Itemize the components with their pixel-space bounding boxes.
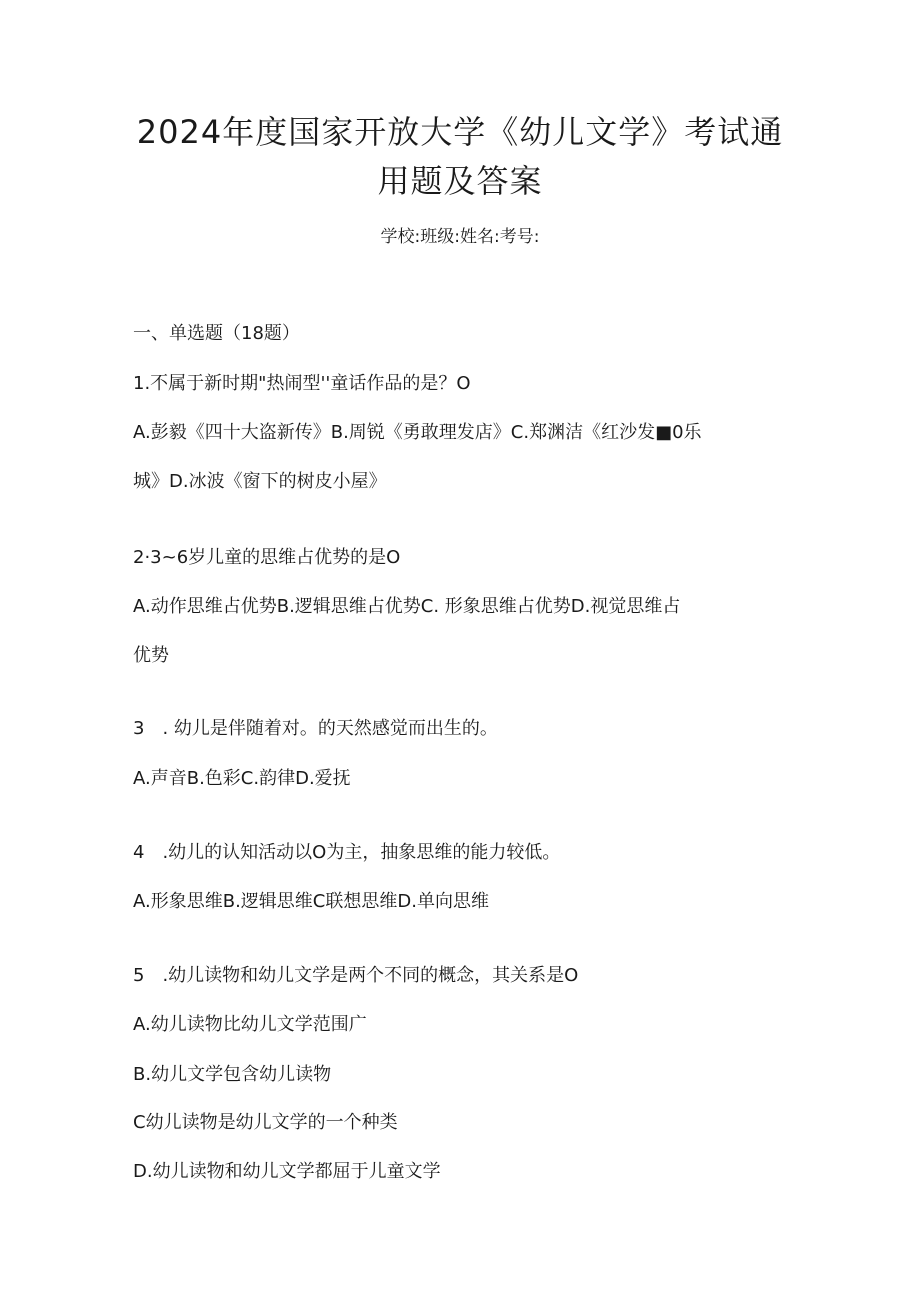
- question-5-option-d: D.幼儿读物和幼儿文学都屈于儿童文学: [133, 1161, 441, 1182]
- question-4-stem: 4 .幼儿的认知活动以O为主，抽象思维的能力较低。: [133, 842, 561, 863]
- question-5-option-b: B.幼儿文学包含幼儿读物: [133, 1064, 332, 1085]
- document-title-line-2: 用题及答案: [377, 162, 543, 200]
- question-1-option-line-1: A.彭毅《四十大盗新传》B.周锐《勇敢理发店》C.郑渊洁《红沙发■0乐: [133, 422, 702, 443]
- question-3-stem: 3 . 幼儿是伴随着对。的天然感觉而出生的。: [133, 718, 498, 739]
- question-1-stem: 1.不属于新时期"热闹型''童话作品的是？O: [133, 373, 471, 394]
- question-3-options: A.声音B.色彩C.韵律D.爱抚: [133, 768, 351, 789]
- question-5-option-a: A.幼儿读物比幼儿文学范围广: [133, 1014, 367, 1035]
- question-1-option-line-2: 城》D.冰波《窗下的树皮小屋》: [133, 471, 387, 492]
- question-2-option-line-1: A.动作思维占优势B.逻辑思维占优势C. 形象思维占优势D.视觉思维占: [133, 596, 681, 617]
- document-title-line-1: 2024年度国家开放大学《幼儿文学》考试通: [136, 113, 784, 151]
- question-2-stem: 2·3~6岁儿童的思维占优势的是O: [133, 547, 401, 568]
- question-2-option-line-2: 优势: [133, 645, 169, 666]
- student-info-line: 学校:班级:姓名:考号:: [380, 227, 540, 247]
- question-5-stem: 5 .幼儿读物和幼儿文学是两个不同的概念，其关系是O: [133, 965, 579, 986]
- question-5-option-c: C幼儿读物是幼儿文学的一个种类: [133, 1112, 398, 1133]
- section-heading: 一、单选题（18题）: [133, 323, 300, 344]
- question-4-options: A.形象思维B.逻辑思维C联想思维D.单向思维: [133, 891, 489, 912]
